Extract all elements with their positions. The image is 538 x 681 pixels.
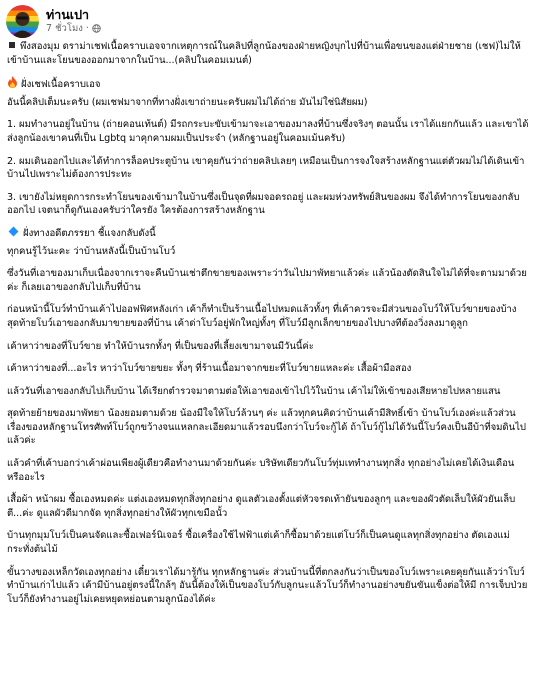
paragraph-text: แล้ววันที่เอาของกลับไปเก็บบ้าน ได้เรียกตำรวจมาตามต่อให้เอาของเข้าไปไว้ในบ้าน เค้าไม่ให้เข้าของเสียหายไปหลายแสน	[7, 385, 501, 397]
post-paragraph	[7, 227, 531, 241]
paragraph-text: ฝั่งเชฟเนื้อคราบเอจ	[21, 79, 101, 91]
paragraph-text: เสื้อผ้า หน้าผม ซื้อเองหมดค่ะ แต่งเองหมดทุกสิ่งทุกอย่าง ดูแลตัวเองตั้งแต่หัวจรดเท้ายันของลูกๆ และของผัวตัดเล็บให้ผัวยันเล็บตี...ค่ะ ดูแลผัวดีมากจัด ทุกสิ่งทุกอย่างให้ผัวทุกเขมือนั้ว	[7, 494, 516, 519]
post-body	[7, 40, 531, 615]
post-meta	[46, 22, 101, 35]
author-name[interactable]: ท่านเปา	[46, 7, 90, 22]
post-paragraph	[7, 566, 531, 607]
post-paragraph	[7, 245, 531, 259]
paragraph-text: ทุกคนรู้ไว้นะคะ ว่าบ้านหลังนี้เป็นบ้านโบว์	[7, 245, 176, 257]
post-paragraph	[7, 529, 531, 556]
avatar[interactable]	[6, 5, 39, 38]
paragraph-text: อันนี้คลิปเต็มนะครับ (ผมเชฟมาจากที่ทางฝั่งเขาถ่ายนะครับผมไม่ได้ถ่าย มันไม่ใช่นิสัยผม)	[7, 96, 368, 108]
post-paragraph	[7, 76, 531, 92]
post-paragraph	[7, 267, 531, 294]
paragraph-text: ขั้นวางของเหล็กวัดเองทุกอย่าง เดี๋ยวเราได้มารู้กัน ทุกหลักฐานค่ะ ส่วนบ้านนี้ที่ตกลงกันว่าเป็นของโบว์เพราะเคยคุยกันแล้วว่าโบว์ทำบ้านเก่าไปแล้ว เค้ามีบ้านอยู่ตรงนี้ใกล้ๆ อันนี้ต้องให้เป็นของโบว์กับลูกนะแล้วโบว์ก็ทำงานอย่างขยันขันแข็งต่อให้มี การเจ็บป่วยโบว์ก็ยังทำงานอยู่ไม่เคยหยุดหย่อนตามลูกน้องได้ค่ะ	[7, 566, 528, 605]
post-paragraph	[7, 303, 531, 330]
paragraph-text: ก่อนหน้านี้โบว์ทำบ้านเค้าไปออฟฟิศหลังเก่า เค้าก็ทำเป็นร้านเนื้อไปหมดแล้วทั้งๆ ที่เค้าควรจะมีส่วนของโบว์ให้โบว์ขายของบ้าง สุดท้ายโบว์เอาของกลับมาขายของที่บ้าน เค้าด่าโบว์อยู่พักใหญ่ทั้งๆ ที่โบว์มีลูกเล็กขายของไปบางทีต้องวิ่งลงมาดูลูก	[7, 304, 517, 329]
paragraph-text: 2. ผมเดินออกไปและได้ทำการล็อคประตูบ้าน เขาคุยกันว่าถ่ายคลิปเลยๆ เหมือนเป็นการจงใจสร้างหลักฐานแต่ตัวผมไม่ได้เดินเข้าบ้านไปเพราะไม่ต้องการประทะ	[7, 155, 525, 181]
paragraph-text: เค้าหาว่าของที่โบว์ขาย ทำให้บ้านรกทั้งๆ ที่เป็นของที่เลี้ยงเขามาจนมีวันนี้ค่ะ	[7, 340, 314, 352]
post-paragraph	[7, 407, 531, 448]
avatar-icon	[6, 5, 39, 38]
post-paragraph	[7, 385, 531, 399]
post-paragraph	[7, 191, 531, 218]
post-paragraph	[7, 457, 531, 484]
post-time[interactable]: 7 ชั่วโมง	[46, 23, 83, 34]
post-paragraph	[7, 155, 531, 182]
fire-icon	[7, 76, 18, 88]
post-paragraph	[7, 96, 531, 110]
paragraph-text: แล้วคำที่เค้าบอกว่าเค้าผ่อนเพียงผู้เดียวคือทำงานมาด้วยกันค่ะ บริษัทเดียวกันโบว์ทุ่มเททำงานทุกสิ่ง ทุกอย่างไม่เคยได้เงินเดือนหรืออะไร	[7, 458, 515, 483]
paragraph-text: ฝั่งทางอดีตภรรยา ชี้แจงกลับดังนี้	[23, 227, 156, 239]
paragraph-text: บ้านทุกมุมโบว์เป็นคนจัดและซื้อเฟอร์นิเจอร์ ซื้อเครื่องใช้ไฟฟ้าแต่เค้าก็ซื้อมาด้วยแต่โบว์ก็เป็นคนดูแลทุกสิ่งทุกอย่าง ตัดเองแม่กระทั่งต้นไม้	[7, 530, 510, 556]
post-paragraph	[7, 40, 531, 67]
paragraph-text: ซึ่งวันที่เอาของมาเก็บเนื่องจากเราจะคืนบ้านเช่าตึกขายของเพราะว่าวันไปมาพัทยาแล้วค่ะ แล้วน้องตัดสินใจไม่ได้ที่จะตามมาด้วยค่ะ ก็เลยเอาของกลับไปเก็บที่บ้าน	[7, 268, 527, 293]
blue-diamond-icon	[9, 226, 19, 236]
black-square-icon	[9, 42, 15, 48]
post-header-text	[46, 7, 101, 35]
paragraph-text: พึงสองมุม ดราม่าเชฟเนื้อคราบเอจจากเหตุการณ์ในคลิปที่ลูกน้องของฝ่ายหญิงบุกไปที่บ้านเพื่อขนของแต่ฝ่ายชาย (เชฟ)ไม่ให้เข้าบ้านและโยนของออกมาจากในบ้าน...(คลิปในคอมเมนต์)	[7, 41, 521, 66]
paragraph-text: 3. เขายังไม่หยุดการกระทำโยนของเข้ามาในบ้านซึ่งเป็นจุดที่ผมจอดรถอยู่ และผมห่วงทรัพย์สินของผม จึงได้ทำการโยนของกลับออกไป เจตนาก็ดูกันเองครับว่าใครยัง ใครต้องการสร้างหลักฐาน	[7, 191, 520, 217]
paragraph-text: 1. ผมทำงานอยู่ในบ้าน (ถ่ายคอนเท้นต์) มีรถกระบะขับเข้ามาจะเอาของมาลงที่บ้านซึ่งจริงๆ ตอนนั้น เราได้แยกกันแล้ว และเขาได้ส่งลูกน้องเขาคนที่เป็น Lgbtq มาคุกคามผมเป็นประจำ (หลักฐานอยู่ในคอมเม้นครับ)	[7, 119, 529, 144]
post-paragraph	[7, 493, 531, 520]
globe-icon[interactable]	[92, 24, 101, 33]
post-header	[6, 4, 101, 38]
paragraph-text: สุดท้ายย้ายของมาพัทยา น้องยอมตามด้วย น้องมีใจให้โบว์ล้วนๆ ค่ะ แล้วทุกคนคิดว่าบ้านเค้ามีสิทธิ์เข้า บ้านโบว์เองค่ะแล้วส่วนเรื่องของหลักฐานโทรศัพท์โบว์ถูกขว้างจนแหลกละเอียดมาแล้วรอบนึงกว่าโบว์จะกู้ได้ ถ้าโบว์กู้ไม่ได้วันนี้โบว์คงเป็นอีบ้าที่จมดินไปแล้วค่ะ	[7, 408, 526, 447]
meta-separator: ·	[85, 23, 89, 34]
paragraph-text: เค้าหาว่าของที่...อะไร หาว่าโบว์ขายขยะ ทั้งๆ ที่ร้านเนื้อมาจากขยะที่โบว์ขายแหละค่ะ เสื้อผ้ามือสอง	[7, 363, 412, 375]
post-paragraph	[7, 362, 531, 376]
post-paragraph	[7, 340, 531, 354]
post-paragraph	[7, 118, 531, 145]
